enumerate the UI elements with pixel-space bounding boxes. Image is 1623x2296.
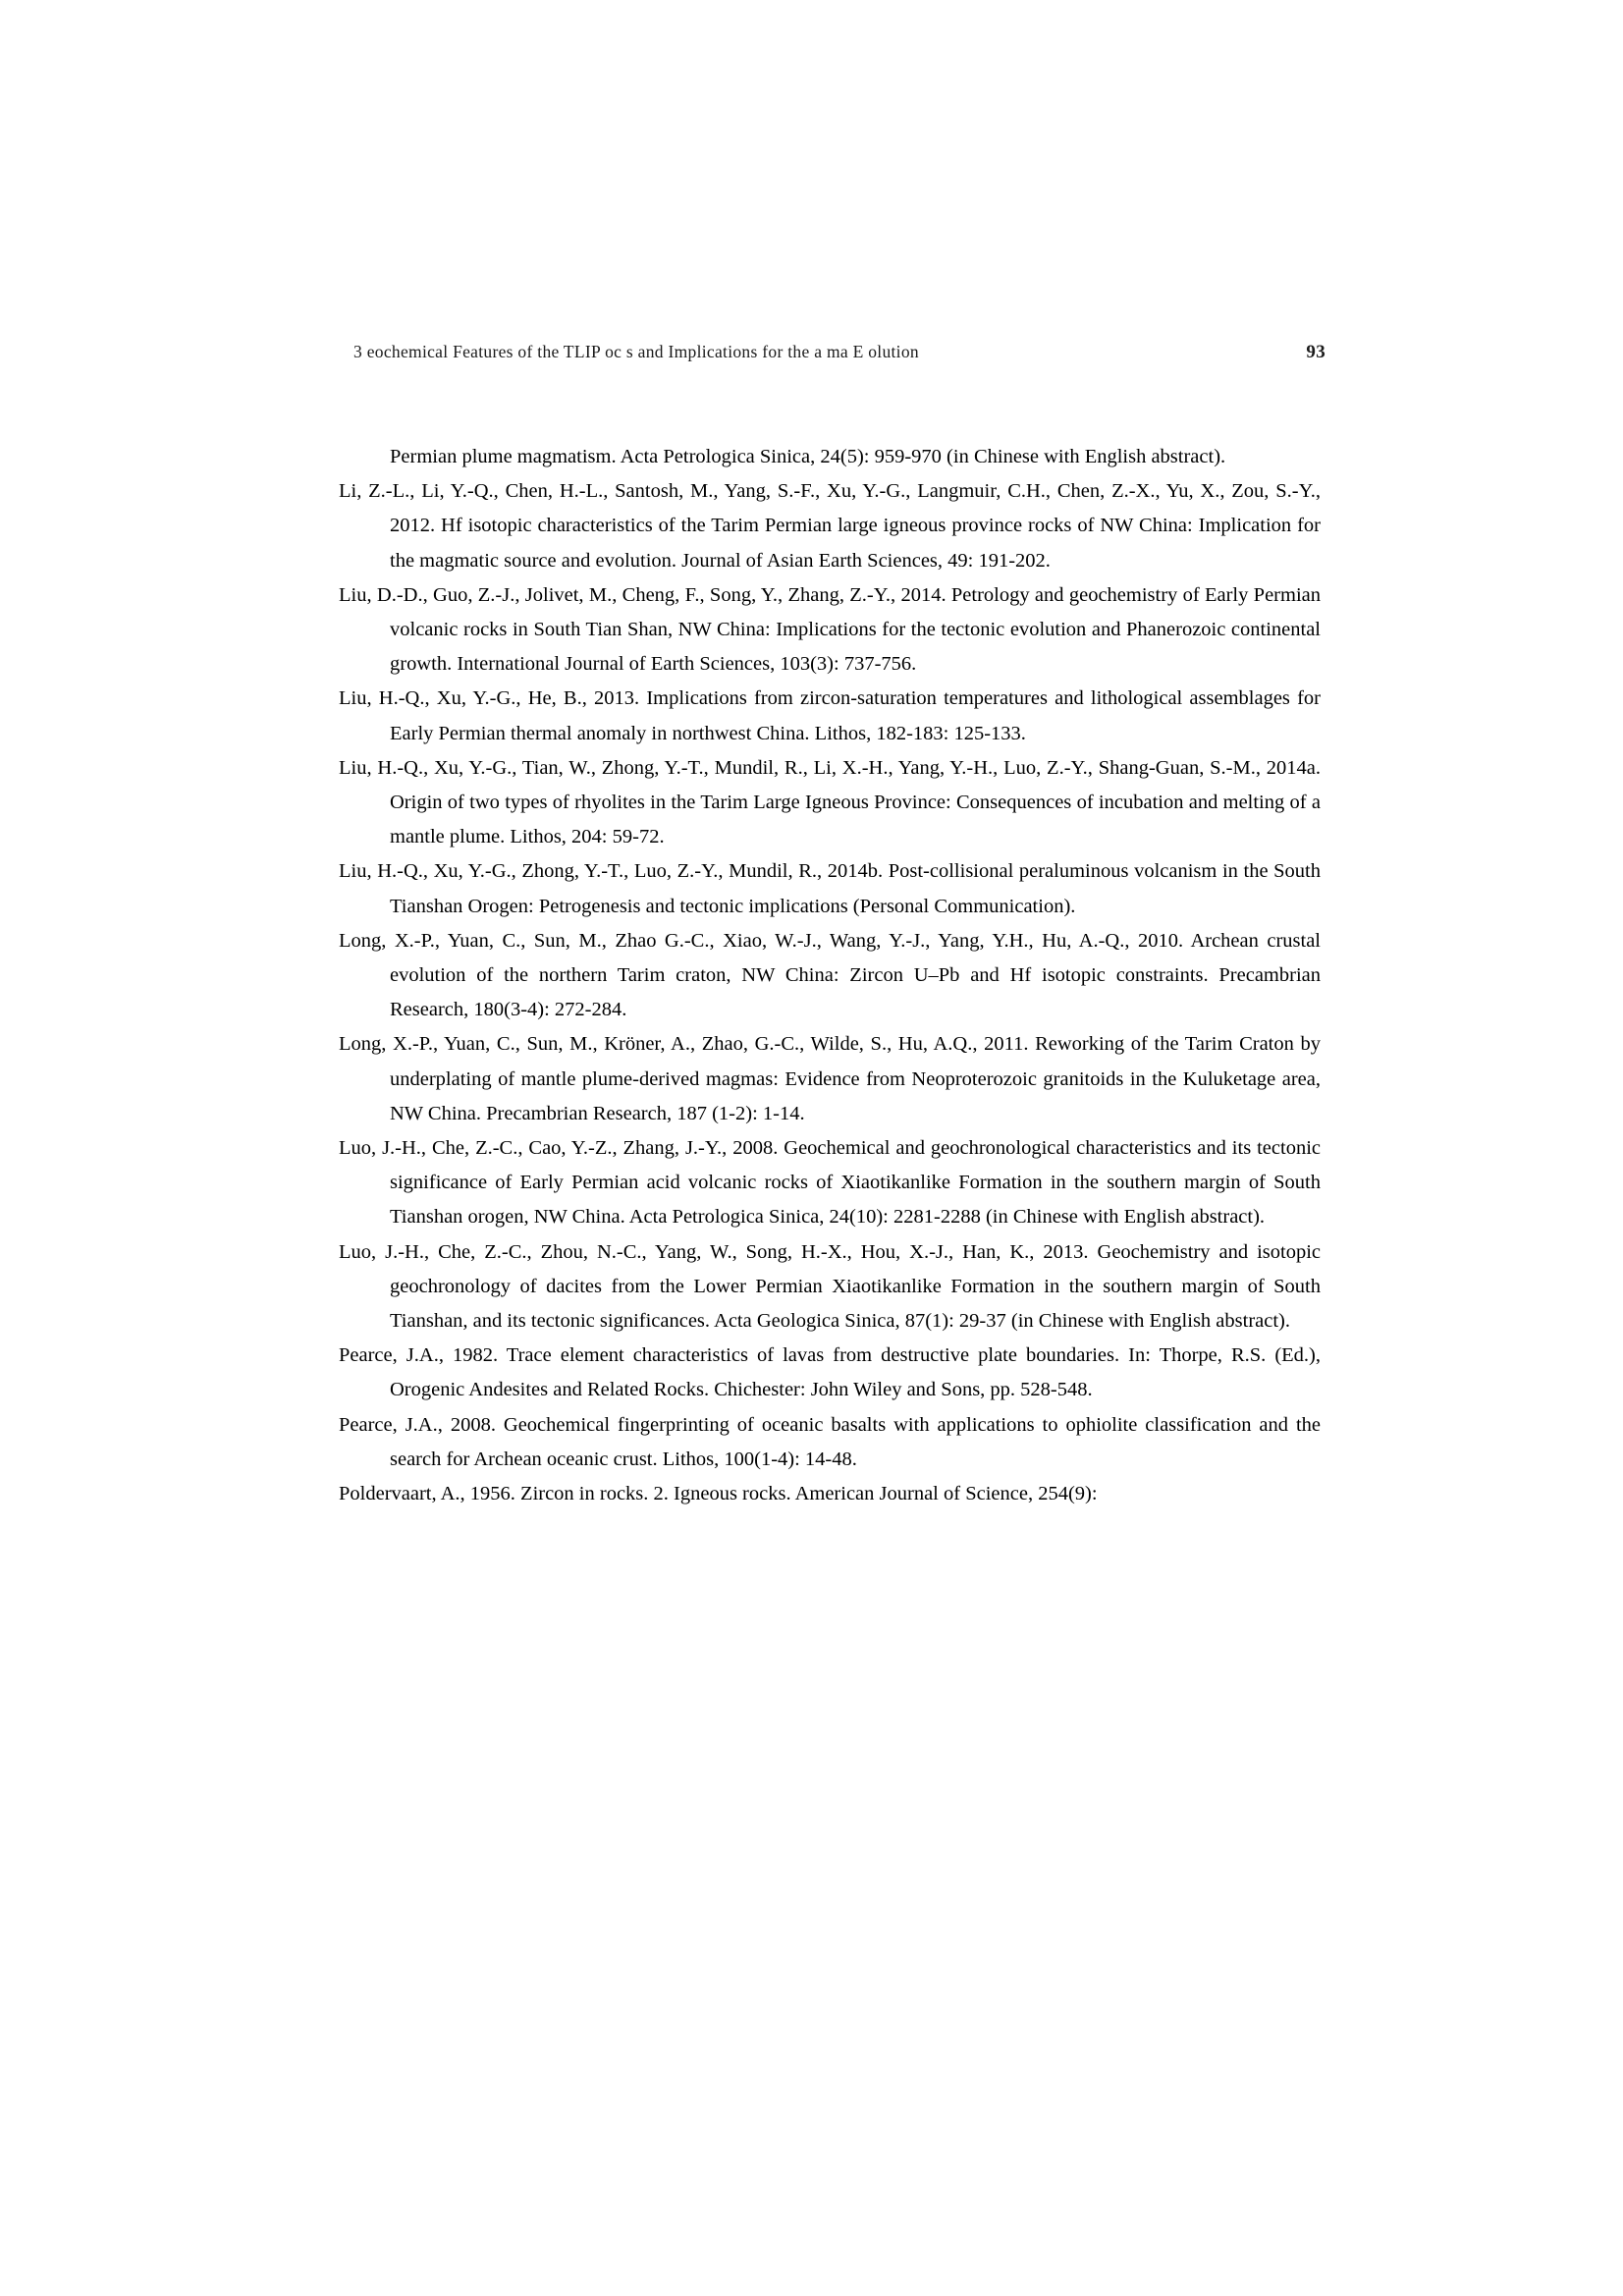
reference-entry: Pearce, J.A., 1982. Trace element characteristics of lavas from destructive plate boundaries. In: Thorpe, R.S. (Ed.), Orogenic Andesites and Related Rocks. Chichester: John Wiley and Sons, pp. 528-548.: [339, 1344, 1321, 1401]
reference-entry: Permian plume magmatism. Acta Petrologica Sinica, 24(5): 959-970 (in Chinese with English abstract).: [390, 446, 1226, 467]
reference-entry: Long, X.-P., Yuan, C., Sun, M., Zhao G.-C., Xiao, W.-J., Wang, Y.-J., Yang, Y.H., Hu, A.-Q., 2010. Archean crustal evolution of the northern Tarim craton, NW China: Zircon U–Pb and Hf isotopic constraints. Precambrian Research, 180(3-4): 272-284.: [339, 929, 1321, 1021]
reference-entry: Pearce, J.A., 2008. Geochemical fingerprinting of oceanic basalts with applications to ophiolite classification and the search for Archean oceanic crust. Lithos, 100(1-4): 14-48.: [339, 1413, 1321, 1470]
reference-entry: Liu, H.-Q., Xu, Y.-G., Zhong, Y.-T., Luo, Z.-Y., Mundil, R., 2014b. Post-collisional peraluminous volcanism in the South Tianshan Orogen: Petrogenesis and tectonic implications (Personal Communication).: [339, 860, 1321, 917]
reference-entry: Luo, J.-H., Che, Z.-C., Zhou, N.-C., Yang, W., Song, H.-X., Hou, X.-J., Han, K., 2013. Geochemistry and isotopic geochronology of dacites from the Lower Permian Xiaotikanlike Formation in the southern margin of South Tianshan, and its tectonic significances. Acta Geologica Sinica, 87(1): 29-37 (in Chinese with English abstract).: [339, 1240, 1321, 1333]
running-head-text: 3 eochemical Features of the TLIP oc s and Implications for the a ma E olution: [353, 342, 919, 361]
reference-list: [339, 440, 1321, 1511]
reference-entry: Poldervaart, A., 1956. Zircon in rocks. 2. Igneous rocks. American Journal of Science, 254(9):: [339, 1483, 1098, 1505]
reference-entry: Liu, H.-Q., Xu, Y.-G., Tian, W., Zhong, Y.-T., Mundil, R., Li, X.-H., Yang, Y.-H., Luo, Z.-Y., Shang-Guan, S.-M., 2014a. Origin of two types of rhyolites in the Tarim Large Igneous Province: Consequences of incubation and melting of a mantle plume. Lithos, 204: 59-72.: [339, 756, 1321, 848]
running-head: [353, 342, 1325, 362]
reference-entry: Long, X.-P., Yuan, C., Sun, M., Kröner, A., Zhao, G.-C., Wilde, S., Hu, A.Q., 2011. Reworking of the Tarim Craton by underplating of mantle plume-derived magmas: Evidence from Neoproterozoic granitoids in the Kuluketage area, NW China. Precambrian Research, 187 (1-2): 1-14.: [339, 1033, 1321, 1124]
page-number: 93: [1306, 342, 1325, 362]
reference-entry: Luo, J.-H., Che, Z.-C., Cao, Y.-Z., Zhang, J.-Y., 2008. Geochemical and geochronological characteristics and its tectonic significance of Early Permian acid volcanic rocks of Xiaotikanlike Formation in the southern margin of South Tianshan orogen, NW China. Acta Petrologica Sinica, 24(10): 2281-2288 (in Chinese with English abstract).: [339, 1137, 1321, 1229]
reference-entry: Liu, H.-Q., Xu, Y.-G., He, B., 2013. Implications from zircon-saturation temperatures and lithological assemblages for Early Permian thermal anomaly in northwest China. Lithos, 182-183: 125-133.: [339, 687, 1321, 744]
reference-entry: Liu, D.-D., Guo, Z.-J., Jolivet, M., Cheng, F., Song, Y., Zhang, Z.-Y., 2014. Petrology and geochemistry of Early Permian volcanic rocks in South Tian Shan, NW China: Implications for the tectonic evolution and Phanerozoic continental growth. International Journal of Earth Sciences, 103(3): 737-756.: [339, 583, 1321, 676]
reference-entry: Li, Z.-L., Li, Y.-Q., Chen, H.-L., Santosh, M., Yang, S.-F., Xu, Y.-G., Langmuir, C.H., Chen, Z.-X., Yu, X., Zou, S.-Y., 2012. Hf isotopic characteristics of the Tarim Permian large igneous province rocks of NW China: Implication for the magmatic source and evolution. Journal of Asian Earth Sciences, 49: 191-202.: [339, 480, 1321, 572]
